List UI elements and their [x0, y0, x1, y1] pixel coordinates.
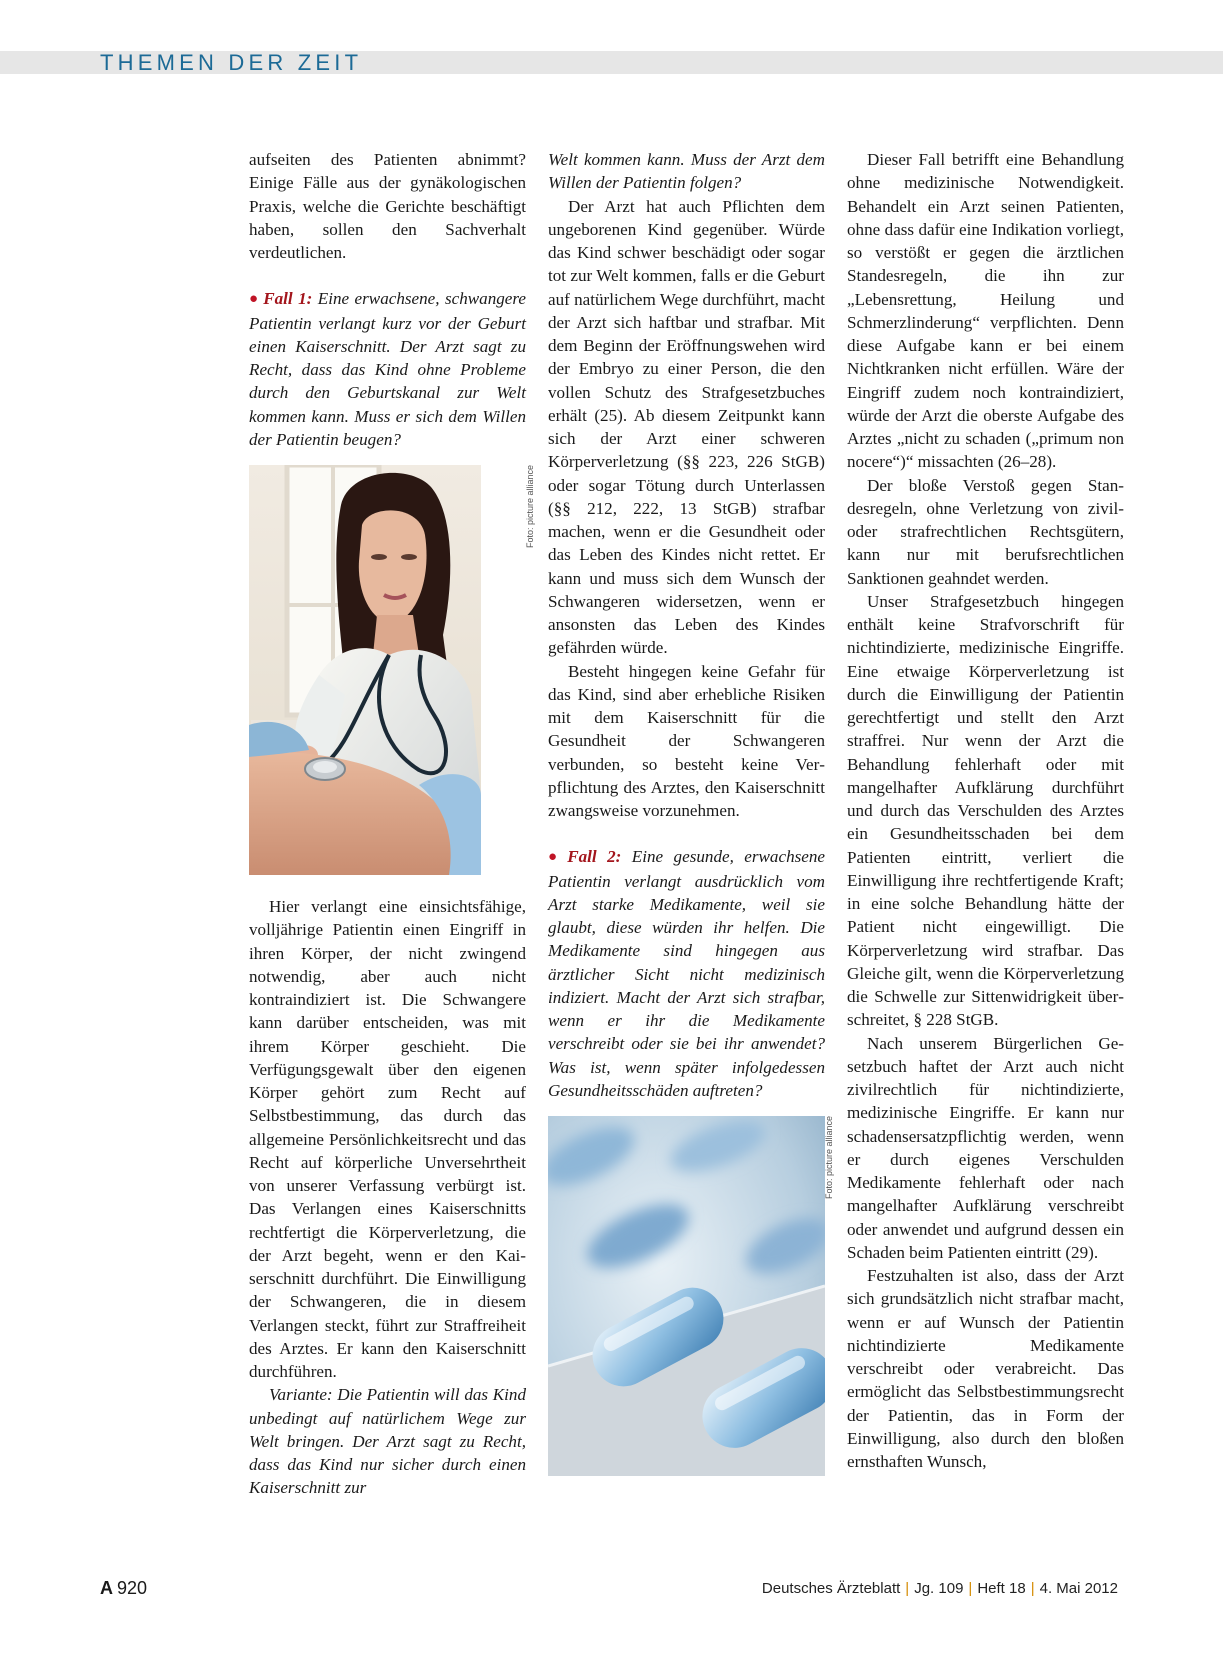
- doctor-stethoscope-photo: [249, 465, 481, 875]
- article-column-2: [548, 148, 834, 1556]
- journal-name: Deutsches Ärzteblatt: [761, 1580, 901, 1597]
- figure-1: [249, 465, 536, 875]
- body-paragraph: Besteht hingegen keine Gefahr für das Kind, sind aber erhebliche Risiken mit dem Kaiserschnitt für die Gesundheit der Schwangeren verbunden, so besteht keine Verpflichtung des Arztes, den Kaiserschnitt zwangsweise vorzunehmen.: [548, 661, 825, 820]
- body-paragraph: Der bloße Verstoß gegen Standesregeln, ohne Verletzung von zivil- oder strafrechtlichen Rechtsgütern, kann nur mit berufsrechtlichen Sanktionen geahndet werden.: [847, 475, 1124, 588]
- bullet-icon: ●: [249, 291, 260, 308]
- journal-date: 4. Mai 2012: [1039, 1580, 1118, 1597]
- case-2-label: Fall 2:: [567, 847, 622, 867]
- body-paragraph: Festzuhalten ist also, dass der Arzt sich grundsätzlich nicht strafbar macht, wenn er auf Wunsch der Patientin nichtindizierte Medikamente verschreibt oder verabreicht. Das ermöglicht das Selbstbestimmungsrecht der Patientin, das in Form der Einwilligung, also durch den bloßen ernsthaften Wunsch,: [847, 1266, 1124, 1471]
- figure-2: [548, 1116, 835, 1476]
- page-footer: [100, 1578, 1118, 1602]
- journal-volume: Jg. 109: [914, 1580, 964, 1597]
- photo-credit: Foto: picture alliance: [823, 1116, 834, 1200]
- case-1-text: Eine erwachsene, schwangere Patientin verlangt kurz vor der Geburt einen Kaiserschnitt. Der Arzt sagt zu Recht, dass das Kind ohne Probleme durch den Geburtskanal zur Welt kommen kann. Muss er sich dem Willen der Patientin beugen?: [249, 289, 526, 449]
- article-column-1: [249, 148, 535, 1556]
- separator: |: [1030, 1580, 1035, 1597]
- case-1-label: Fall 1:: [263, 289, 313, 309]
- body-paragraph: Hier verlangt eine einsichtsfähige, volljährige Patientin einen Eingriff in ihren Körper, der nicht zwingend notwendig, aber auch nicht kontraindiziert ist. Die Schwangere kann darüber entscheiden, was mit ihrem Körper geschieht. Die Verfügungsgewalt über den eigenen Körper gehört zum Recht auf Selbstbestimmung, das durch das allgemeine Persönlichkeitsrecht und das Recht auf körperliche Unversehrtheit von unserer Verfassung verbürgt ist. Das Verlangen eines Kaiserschnitts rechtfertigt die Körperverletzung, die der Arzt begeht, wenn er den Kaiserschnitt durchführt. Die Einwilligung der Schwangeren, die in diesem Verlangen steckt, führt zur Straffreiheit des Arztes. Er kann den Kaiserschnitt durchführen.: [249, 897, 526, 1381]
- variant-text: Die Patientin will das Kind unbedingt auf natürlichem Wege zur Welt bringen. Der Arzt sagt zu Recht, dass das Kind nur sicher durch einen Kaiserschnitt zur: [249, 1385, 526, 1498]
- body-paragraph: Nach unserem Bürgerlichen Gesetzbuch haftet der Arzt auch nicht zivilrechtlich für nichtindizierte, medizinische Eingriffe. Er kann nur schadensersatzpflichtig werden, wenn er durch eigenes Verschulden Medikamente fehlerhaft oder nach mangelhafter Aufklärung verschreibt oder anwendet und aufgrund dessen ein Schaden beim Patienten eintritt (29).: [847, 1033, 1124, 1262]
- case-2: [548, 845, 825, 1102]
- bullet-icon: ●: [548, 849, 564, 866]
- separator: |: [905, 1580, 910, 1597]
- body-paragraph: aufseiten des Patienten abnimmt? Einige Fälle aus der gynäkologischen Praxis, welche die Gerichte beschäftigt haben, sollen den Sachverhalt verdeutlichen.: [249, 150, 526, 262]
- body-paragraph: Dieser Fall betrifft eine Behandlung ohne medizinische Notwendigkeit. Behandelt ein Arzt seinen Patienten, ohne dass dafür eine Indikation vorliegt, so verstößt er gegen die ärztlichen Standesregeln, die ihn zur „Lebensrettung, Heilung und Schmerzlinderung“ verpflichten. Denn diese Aufgabe kann er bei einem Nichtkranken nicht erfüllen. Wäre der Eingriff zudem noch kontraindiziert, würde der Arzt die oberste Aufgabe des Arztes „nicht zu schaden („primum non nocere“)“ missachten (26–28).: [847, 150, 1124, 472]
- variant-label: Variante:: [269, 1385, 333, 1405]
- section-label: THEMEN DER ZEIT: [100, 50, 363, 75]
- separator: |: [968, 1580, 973, 1597]
- case-1: [249, 287, 526, 451]
- journal-imprint: [762, 1580, 1118, 1597]
- variant-paragraph: [249, 1383, 526, 1499]
- body-paragraph: Der Arzt hat auch Pflichten dem ungeborenen Kind gegenüber. Würde das Kind schwer beschädigt oder sogar tot zur Welt kommen, falls er die Geburt auf natürlichem Wege durchführt, macht der Arzt sich haftbar und strafbar. Mit dem Beginn der Eröffnungswehen wird der Embryo zu einer Person, die den vollen Schutz des Strafgesetzbuches erhält (25). Ab diesem Zeitpunkt kann sich der Arzt einer schweren Körperverletzung (§§ 223, 226 StGB) oder sogar Tötung durch Unterlassen (§§ 212, 222, 13 StGB) strafbar machen, wenn er die Gesundheit oder das Leben des Kindes nicht rettet. Er kann und muss sich dem Wunsch der Schwangeren widersetzen, wenn er ansonsten das Leben des Kindes gefährden würde.: [548, 196, 825, 658]
- variant-continuation: Welt kommen kann. Muss der Arzt dem Willen der Patientin folgen?: [548, 150, 825, 193]
- journal-issue: Heft 18: [977, 1580, 1026, 1597]
- pills-blister-photo: [548, 1116, 825, 1476]
- body-paragraph: Unser Strafgesetzbuch hingegen enthält keine Strafvorschrift für nichtindizierte, medizinische Eingriffe. Eine etwaige Körperverletzung ist durch die Einwilligung der Patientin gerechtfertigt und stellt den Arzt straffrei. Nur wenn der Arzt die Behandlung fehlerhaft oder mit mangelhafter Aufklärung durchführt und durch das Verschulden des Arztes ein Gesundheitsschaden bei dem Patienten eintritt, verliert die Einwilligung ihre rechtfertigende Kraft; in eine solche Behandlung hätte der Patient nicht eingewilligt. Die Körperverletzung wird strafbar. Das Gleiche gilt, wenn die Körperverletzung die Schwelle zur Sittenwidrigkeit überschreitet, § 228 StGB.: [847, 591, 1124, 1030]
- case-2-text: Eine gesunde, erwachsene Patientin verlangt ausdrücklich vom Arzt starke Medikamente, weil sie glaubt, diese würden ihr helfen. Die Medikamente sind hingegen aus ärztlicher Sicht nicht medizinisch indiziert. Macht der Arzt sich strafbar, wenn er ihr die Medikamente verschreibt oder sie bei ihr anwendet? Was ist, wenn später infolgedessen Gesundheitsschäden auftreten?: [548, 847, 825, 1100]
- photo-credit: Foto: picture alliance: [524, 465, 535, 549]
- article-column-3: [847, 148, 1124, 1556]
- page-number-value: 920: [117, 1578, 148, 1598]
- page-number: [100, 1578, 147, 1599]
- page-prefix: A: [100, 1578, 113, 1598]
